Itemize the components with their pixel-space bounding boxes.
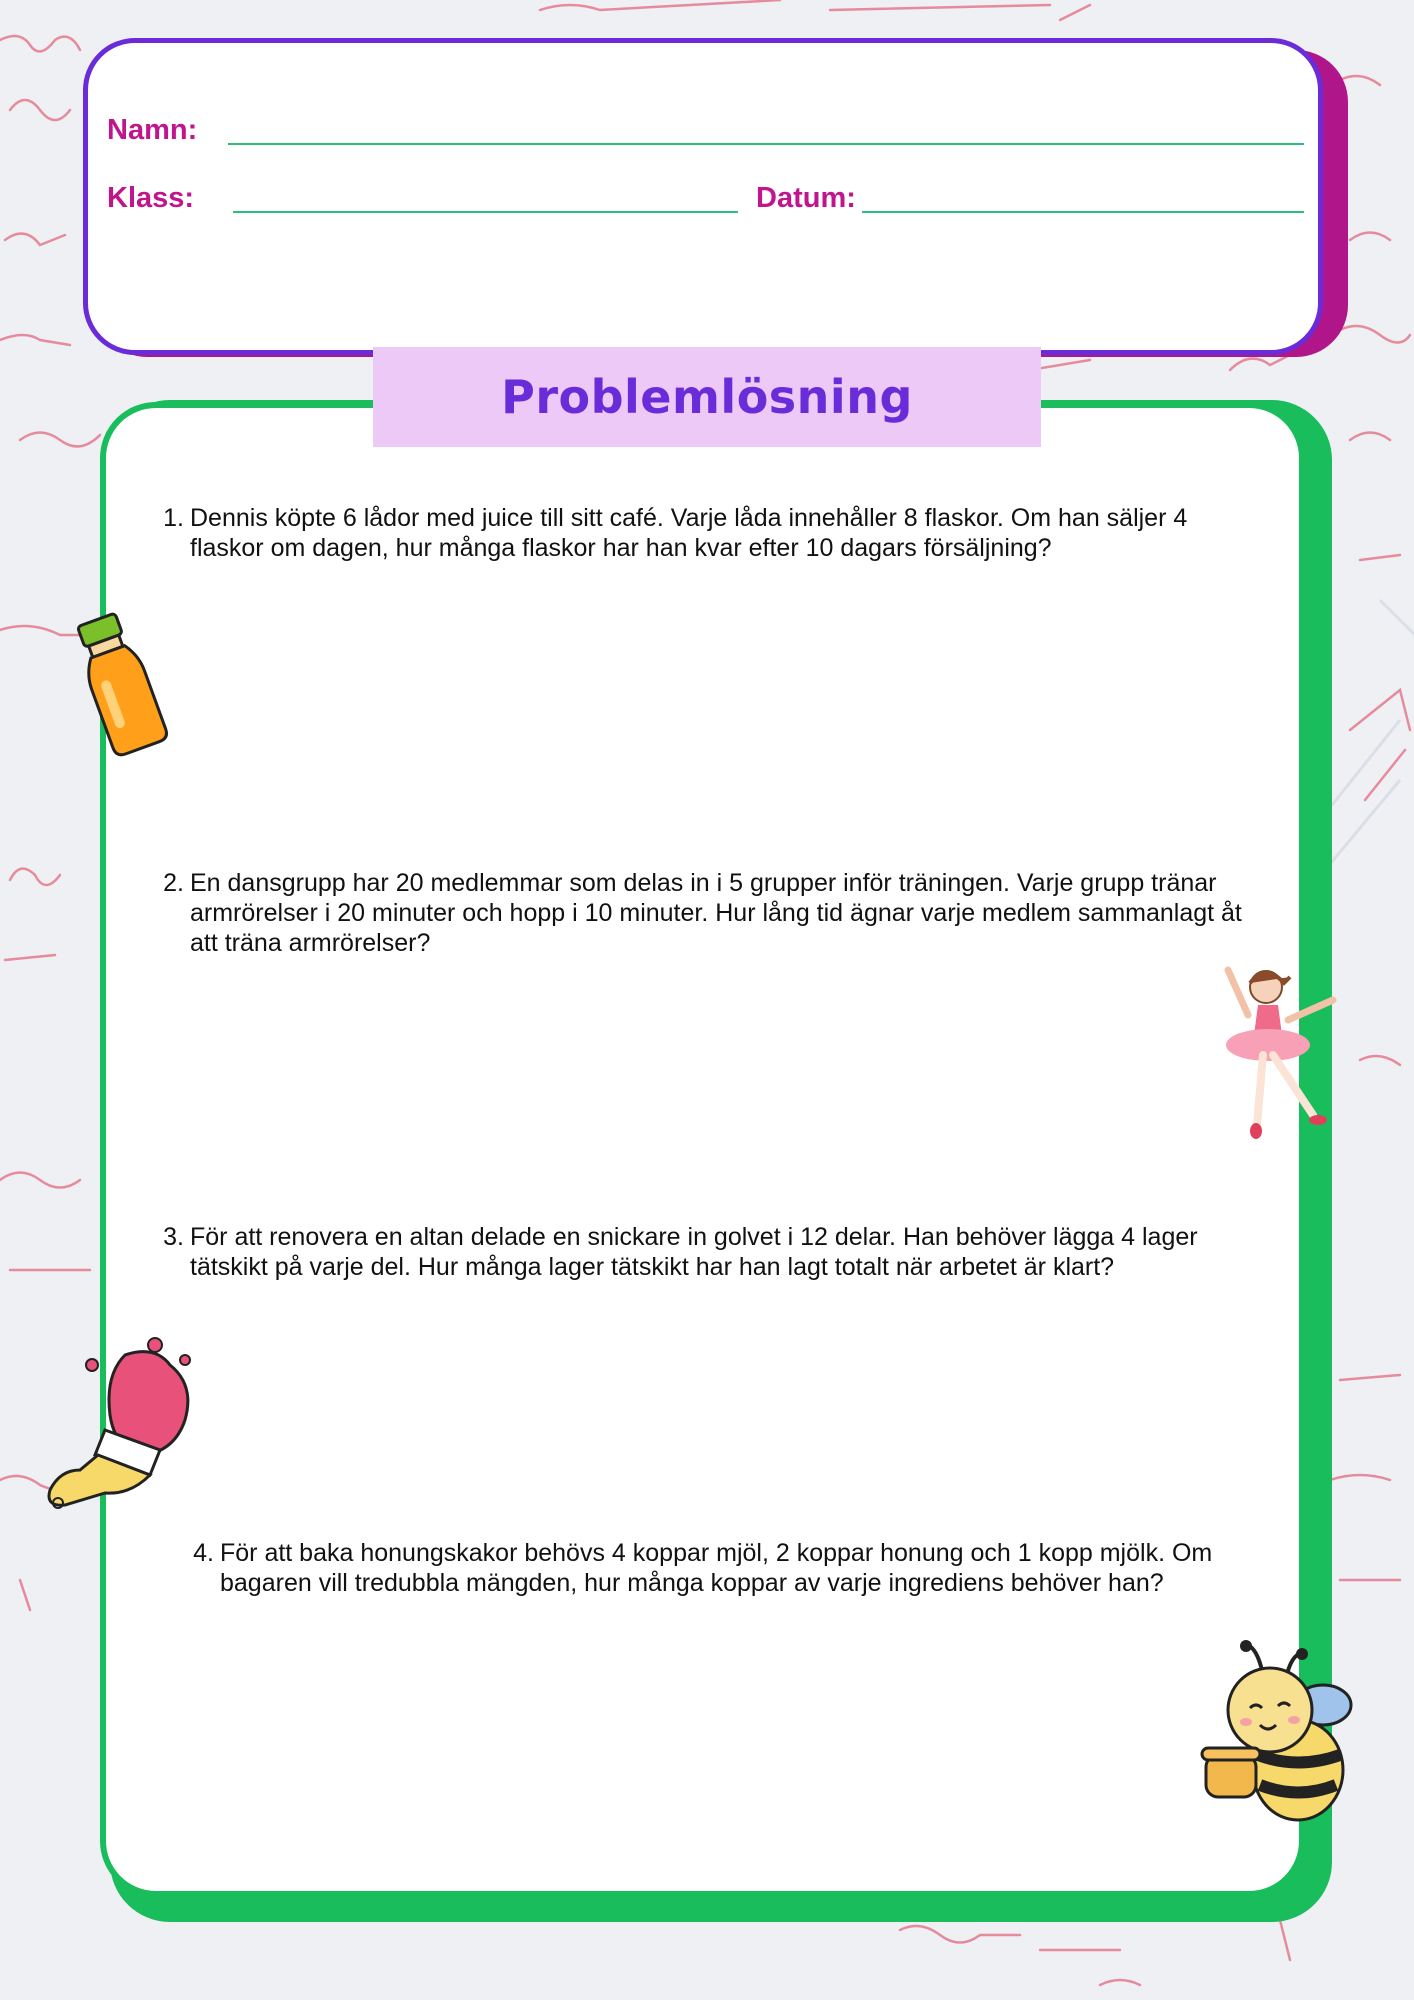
question-number: 1. bbox=[163, 504, 184, 532]
question-number: 3. bbox=[163, 1223, 184, 1251]
ballerina-icon bbox=[1218, 955, 1348, 1145]
question-number: 2. bbox=[163, 869, 184, 897]
question-1 bbox=[154, 503, 1234, 563]
worksheet-card bbox=[100, 402, 1305, 1897]
date-field[interactable] bbox=[862, 211, 1304, 213]
bee-with-honey-pot-icon bbox=[1198, 1640, 1383, 1835]
page-title: Problemlösning bbox=[501, 370, 913, 424]
class-label: Klass: bbox=[107, 182, 195, 214]
question-text: För att renovera en altan delade en snickare in golvet i 12 delar. Han behöver lägga 4 lager tätskikt på varje del. Hur många lager tätskikt har han lagt totalt när arbetet är klart? bbox=[190, 1223, 1198, 1281]
juice-bottle-icon bbox=[62, 605, 182, 765]
header-card bbox=[83, 38, 1323, 355]
class-field[interactable] bbox=[233, 211, 738, 213]
date-label: Datum: bbox=[756, 182, 856, 214]
name-label: Namn: bbox=[107, 114, 198, 146]
question-4 bbox=[184, 1538, 1264, 1598]
question-text: För att baka honungskakor behövs 4 koppar mjöl, 2 koppar honung och 1 kopp mjölk. Om bagaren vill tredubbla mängden, hur många koppar av varje ingrediens behöver han? bbox=[220, 1539, 1213, 1597]
name-field[interactable] bbox=[228, 143, 1304, 145]
question-2 bbox=[154, 868, 1259, 958]
title-banner bbox=[373, 347, 1041, 447]
question-text: Dennis köpte 6 lådor med juice till sitt café. Varje låda innehåller 8 flaskor. Om han säljer 4 flaskor om dagen, hur många flaskor har han kvar efter 10 dagars försäljning? bbox=[190, 504, 1188, 562]
question-number: 4. bbox=[193, 1539, 214, 1567]
question-text: En dansgrupp har 20 medlemmar som delas in i 5 grupper inför träningen. Varje grupp tränar armrörelser i 20 minuter och hopp i 10 minuter. Hur lång tid ägnar varje medlem sammanlagt åt att träna armrörelser? bbox=[190, 869, 1242, 957]
question-3 bbox=[154, 1222, 1234, 1282]
paintbrush-icon bbox=[40, 1330, 220, 1530]
